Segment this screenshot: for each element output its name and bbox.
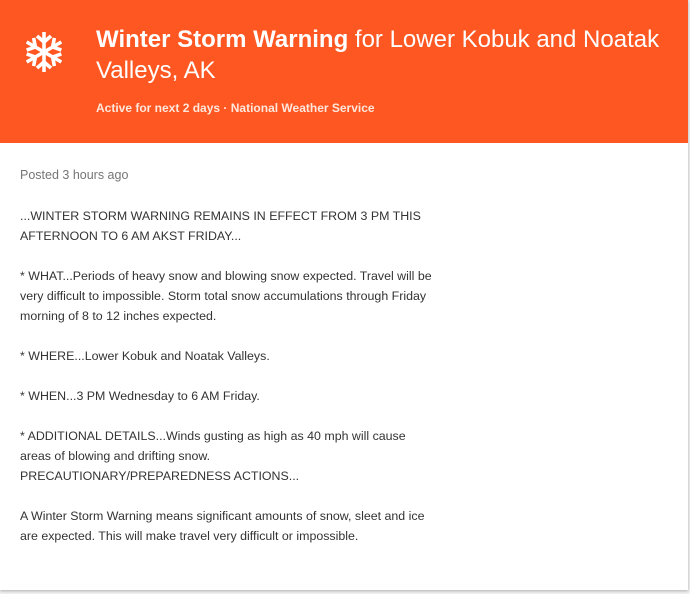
details-text: * ADDITIONAL DETAILS...Winds gusting as high as 40 mph will cause areas of blowing and drifting snow.	[20, 429, 406, 463]
alert-body	[20, 166, 440, 566]
alert-source: National Weather Service	[230, 101, 375, 115]
alert-paragraph-details	[20, 426, 440, 486]
alert-duration: Active for next 2 days	[96, 101, 221, 115]
alert-paragraph-when: * WHEN...3 PM Wednesday to 6 AM Friday.	[20, 389, 260, 403]
precaution-heading: PRECAUTIONARY/PREPAREDNESS ACTIONS...	[20, 469, 300, 483]
alert-paragraph-definition: A Winter Storm Warning means significant amounts of snow, sleet and ice are expected. This will make travel very difficult or impossible.	[20, 509, 425, 543]
alert-title-location: for Lower Kobuk and Noatak Valleys, AK	[96, 26, 660, 84]
alert-paragraph-where: * WHERE...Lower Kobuk and Noatak Valleys.	[20, 349, 270, 363]
meta-separator: ·	[220, 101, 231, 115]
snowflake-icon	[22, 30, 66, 74]
alert-paragraph-what: * WHAT...Periods of heavy snow and blowing snow expected. Travel will be very difficult to impossible. Storm total snow accumulations through Friday morning of 8 to 12 inches expected.	[20, 269, 432, 323]
alert-title-name: Winter Storm Warning	[96, 26, 349, 53]
alert-meta	[96, 100, 375, 116]
posted-time: Posted 3 hours ago	[20, 168, 129, 182]
alert-paragraph-headline: ...WINTER STORM WARNING REMAINS IN EFFECT FROM 3 PM THIS AFTERNOON TO 6 AM AKST FRIDAY...	[20, 209, 421, 243]
alert-title	[96, 24, 666, 86]
alert-header	[0, 0, 688, 143]
